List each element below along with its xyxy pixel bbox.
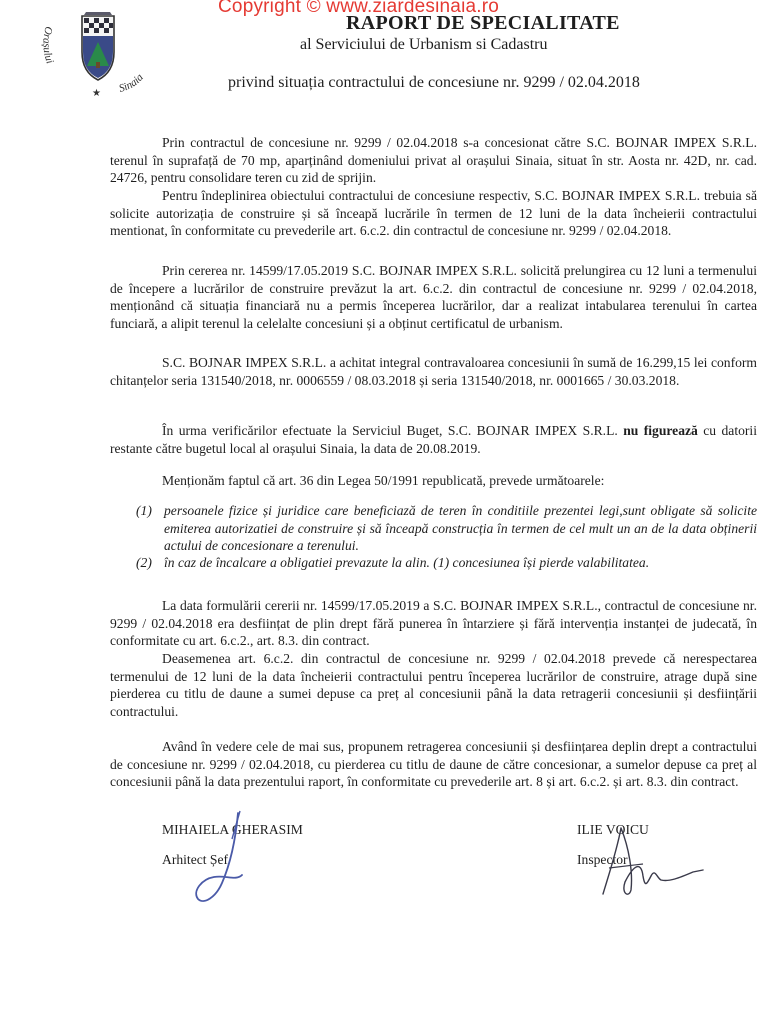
paragraph-5-text-a: În urma verificărilor efectuate la Serviciul Buget, S.C. BOJNAR IMPEX S.R.L. (162, 423, 624, 438)
crest-text-left: Orașului (40, 25, 56, 66)
paragraph-5-text-b: cu datorii restante către bugetul local al orașului Sinaia, la data de 20.08.2019. (110, 423, 757, 456)
list-number: (2) (136, 555, 152, 570)
crest-star-icon: ★ (92, 88, 101, 98)
paragraph-3: Prin cererea nr. 14599/17.05.2019 S.C. BOJNAR IMPEX S.R.L. solicită prelungirea cu 12 luni a termenului de începere a lucrărilor de construire prevăzut la art. 6.c.2. din contractul de concesiune nr. 9299 / 02.04.2018, menționând că situația financiară nu a permis începerea lucrărilor, dar a realizat intabularea terenului în cartea funciară, a alipit terenul la celelalte concesiuni și a obținut certificatul de urbanism. (110, 263, 757, 331)
paragraph-9: Având în vedere cele de mai sus, propunem retragerea concesiunii și desființarea deplin drept a contractului de concesiune nr. 9299 / 02.04.2018, cu pierderea cu titlu de daune de către concesionar, a sumelor depuse ca preț al concesiunii până la data prezentului raport, în conformitate cu prevederile art. 8 și art. 6.c.2. și art. 8.3. din contract. (110, 739, 757, 789)
copyright-watermark: Copyright © www.ziardesinaia.ro (218, 0, 500, 17)
paragraph-5 (110, 422, 757, 457)
law-list-item-2 (136, 554, 757, 572)
document-title: RAPORT DE SPECIALITATE (346, 12, 620, 34)
list-text: în caz de încalcare a obligatiei prevazute la alin. (1) concesiunea își pierde valabilitatea. (164, 555, 650, 570)
list-number: (1) (136, 503, 152, 518)
paragraph-8: Deasemenea art. 6.c.2. din contractul de concesiune nr. 9299 / 02.04.2018 prevede că nerespectarea termenului de 12 luni de la data încheierii contractului pentru începerea lucrărilor de construire, atrage după sine pierderea cu titlu de daune a sumei depuse ca preț al concesiunii până la data retragerii concesiunii și desființării contractului. (110, 651, 757, 719)
crest-text-right: Sinaia (117, 71, 146, 95)
document-subject: privind situația contractului de concesiune nr. 9299 / 02.04.2018 (228, 74, 640, 91)
paragraph-4: S.C. BOJNAR IMPEX S.R.L. a achitat integral contravaloarea concesiunii în sumă de 16.299,15 lei conform chitanțelor seria 131540/2018, nr. 0006559 / 08.03.2018 și seria 131540/2018, nr. 0001665 / 30.03.2018. (110, 355, 757, 388)
document-subtitle: al Serviciului de Urbanism si Cadastru (300, 36, 548, 53)
list-text: persoanele fizice și juridice care beneficiază de teren în conditiile prezentei legi,sunt obligate să solicite emiterea autorizatiei de construire și să înceapă construcția în termen de cel mult un an de la data obținerii actului de concesionare a terenului. (164, 503, 757, 553)
right-signatory-name: ILIE VOICU (577, 822, 649, 837)
right-handwritten-signature (585, 820, 710, 905)
paragraph-6: Menționăm faptul că art. 36 din Legea 50/1991 republicată, prevede următoarele: (162, 473, 605, 488)
svg-text:Orașului (40, 25, 56, 65)
paragraph-2: Pentru îndeplinirea obiectului contractului de concesiune respectiv, S.C. BOJNAR IMPEX S.R.L. trebuia să solicite autorizația de construire și să înceapă lucrările în termen de 12 luni de la data încheierii contractului mentionat, în conformitate cu prevederile art. 6.c.2. din contractul de concesiune nr. 9299 / 02.04.2018. (110, 188, 757, 238)
paragraph-5-bold: nu figurează (623, 423, 698, 438)
city-crest-logo (28, 6, 168, 98)
svg-text:Sinaia (118, 71, 147, 95)
left-handwritten-signature (180, 805, 270, 915)
law-list-item-1 (136, 502, 757, 555)
left-signatory-name: MIHAIELA GHERASIM (162, 822, 303, 837)
left-signatory-role: Arhitect Șef (162, 852, 229, 867)
paragraph-1: Prin contractul de concesiune nr. 9299 / 02.04.2018 s-a concesionat către S.C. BOJNAR IMPEX S.R.L. terenul în suprafață de 70 mp, aparținând domeniului privat al orașului Sinaia, situat în str. Aosta nr. 42D, nr. cad. 24726, pentru consolidare teren cu zid de sprijin. (110, 135, 757, 185)
right-signatory-role: Inspector (577, 852, 628, 867)
paragraph-7: La data formulării cererii nr. 14599/17.05.2019 a S.C. BOJNAR IMPEX S.R.L., contractul de concesiune nr. 9299 / 02.04.2018 era desființat de plin drept fără punerea în întarziere și fără intervenția instanței de judecată, în conformitate cu art. 6.c.2., art. 8.3. din contract. (110, 598, 757, 648)
